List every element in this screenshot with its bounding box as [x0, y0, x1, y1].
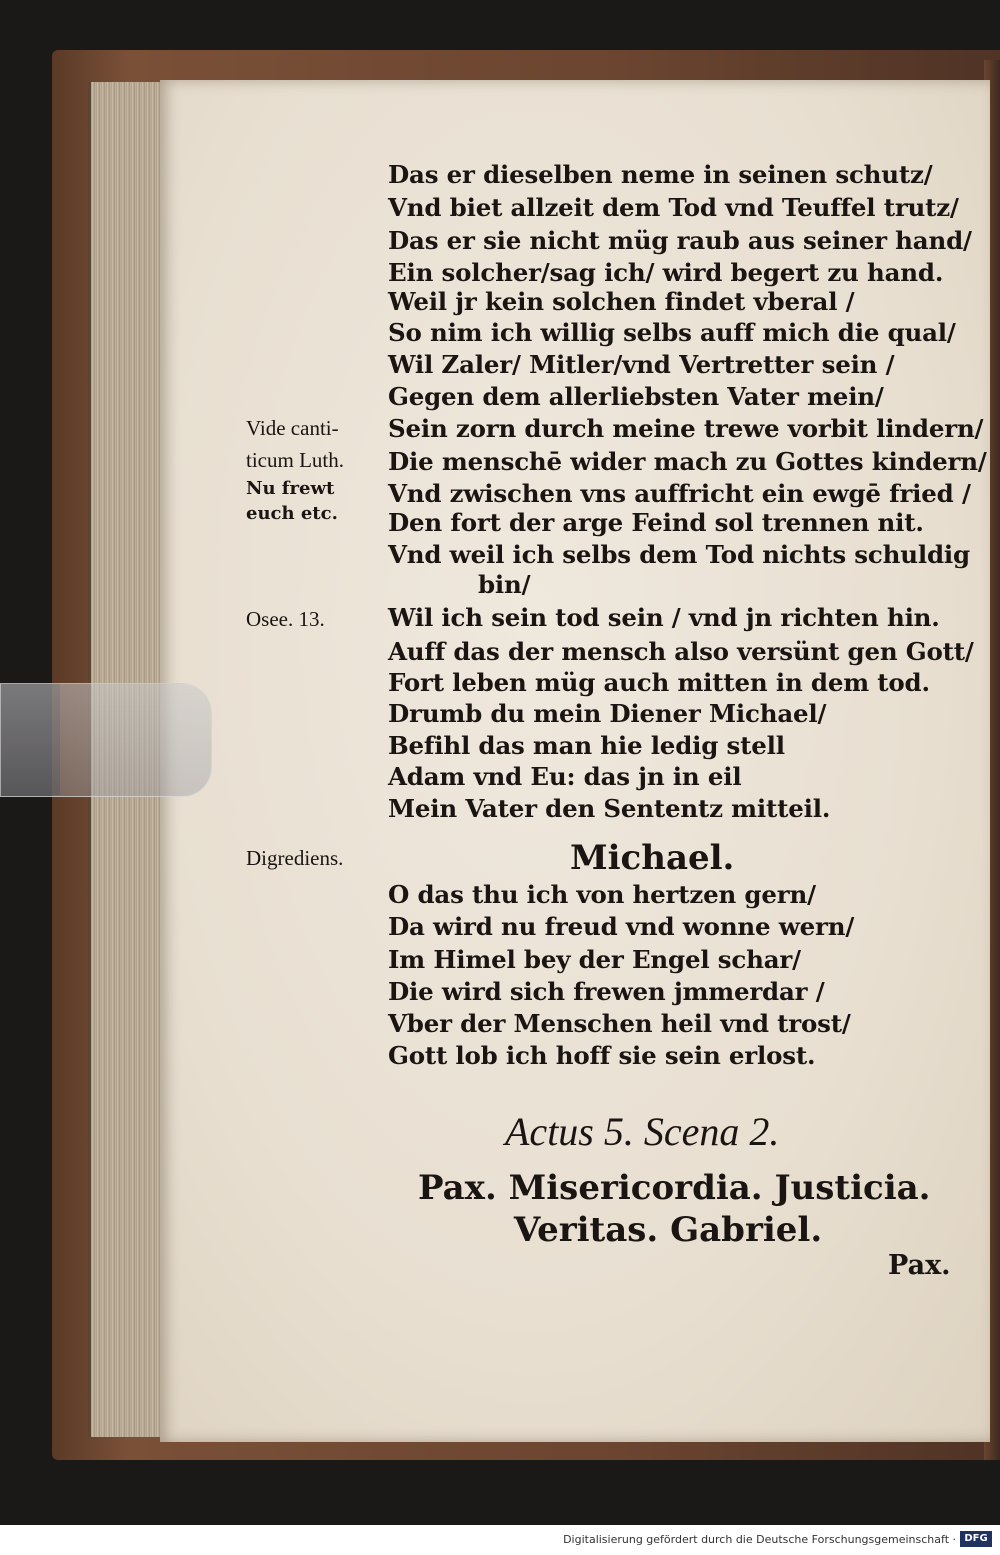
verse-line: Wil Zaler/ Mitler/vnd Vertretter sein / [388, 350, 895, 379]
verse-line: So nim ich willig selbs auff mich die qual/ [388, 318, 956, 347]
marginal-note: Osee. 13. [246, 607, 325, 631]
verse-line: Ein solcher/sag ich/ wird begert zu hand. [388, 258, 944, 287]
verse-line: Das er sie nicht müg raub aus seiner hand/ [388, 226, 972, 255]
marginal-note: Nu frewt [246, 478, 335, 499]
footer-bar [0, 1525, 1000, 1555]
verse-line: Den fort der arge Feind sol trennen nit. [388, 508, 924, 537]
verse-line: Vnd weil ich selbs dem Tod nichts schuldig [388, 540, 970, 569]
act-scene-heading: Actus 5. Scena 2. [505, 1109, 780, 1154]
verse-line: Adam vnd Eu: das jn in eil [388, 762, 742, 791]
marginal-note: euch etc. [246, 503, 338, 524]
verse-line: Auff das der mensch also versünt gen Gott/ [388, 637, 974, 666]
funding-credit: Digitalisierung gefördert durch die Deutsche Forschungsgemeinschaft · [563, 1533, 956, 1546]
catchword: Pax. [888, 1250, 951, 1281]
verse-line: Sein zorn durch meine trewe vorbit lindern/ [388, 414, 984, 443]
speech-line: Vber der Menschen heil vnd trost/ [388, 1009, 851, 1038]
dramatis-personae: Pax. Misericordia. Justicia. [418, 1168, 931, 1208]
speech-line: O das thu ich von hertzen gern/ [388, 880, 816, 909]
marginal-note: Digrediens. [246, 846, 344, 870]
speech-line: Die wird sich frewen jmmerdar / [388, 977, 825, 1006]
verse-line-continuation: bin/ [478, 570, 531, 599]
verse-line: Weil jr kein solchen findet vberal / [388, 287, 855, 316]
book-clip [0, 683, 212, 797]
verse-line: Drumb du mein Diener Michael/ [388, 699, 827, 728]
verse-line: Befihl das man hie ledig stell [388, 731, 785, 760]
dfg-logo: DFG [960, 1531, 992, 1547]
speech-line: Da wird nu freud vnd wonne wern/ [388, 912, 855, 941]
speaker-heading: Michael. [570, 838, 735, 878]
marginal-note: Vide canti- [246, 416, 339, 440]
speech-line: Im Himel bey der Engel schar/ [388, 945, 801, 974]
verse-line: Die menschē wider mach zu Gottes kindern/ [388, 447, 987, 476]
verse-line: Fort leben müg auch mitten in dem tod. [388, 668, 930, 697]
verse-line: Vnd zwischen vns auffricht ein ewgē fried / [388, 479, 971, 508]
verse-line: Mein Vater den Sententz mitteil. [388, 794, 831, 823]
verse-line: Vnd biet allzeit dem Tod vnd Teuffel trutz/ [388, 193, 959, 222]
dramatis-personae: Veritas. Gabriel. [513, 1210, 823, 1250]
marginal-note: ticum Luth. [246, 448, 344, 472]
verse-line: Das er dieselben neme in seinen schutz/ [388, 160, 933, 189]
speech-line: Gott lob ich hoff sie sein erlost. [388, 1041, 816, 1070]
verse-line: Wil ich sein tod sein / vnd jn richten hin. [388, 603, 940, 632]
verse-line: Gegen dem allerliebsten Vater mein/ [388, 382, 884, 411]
